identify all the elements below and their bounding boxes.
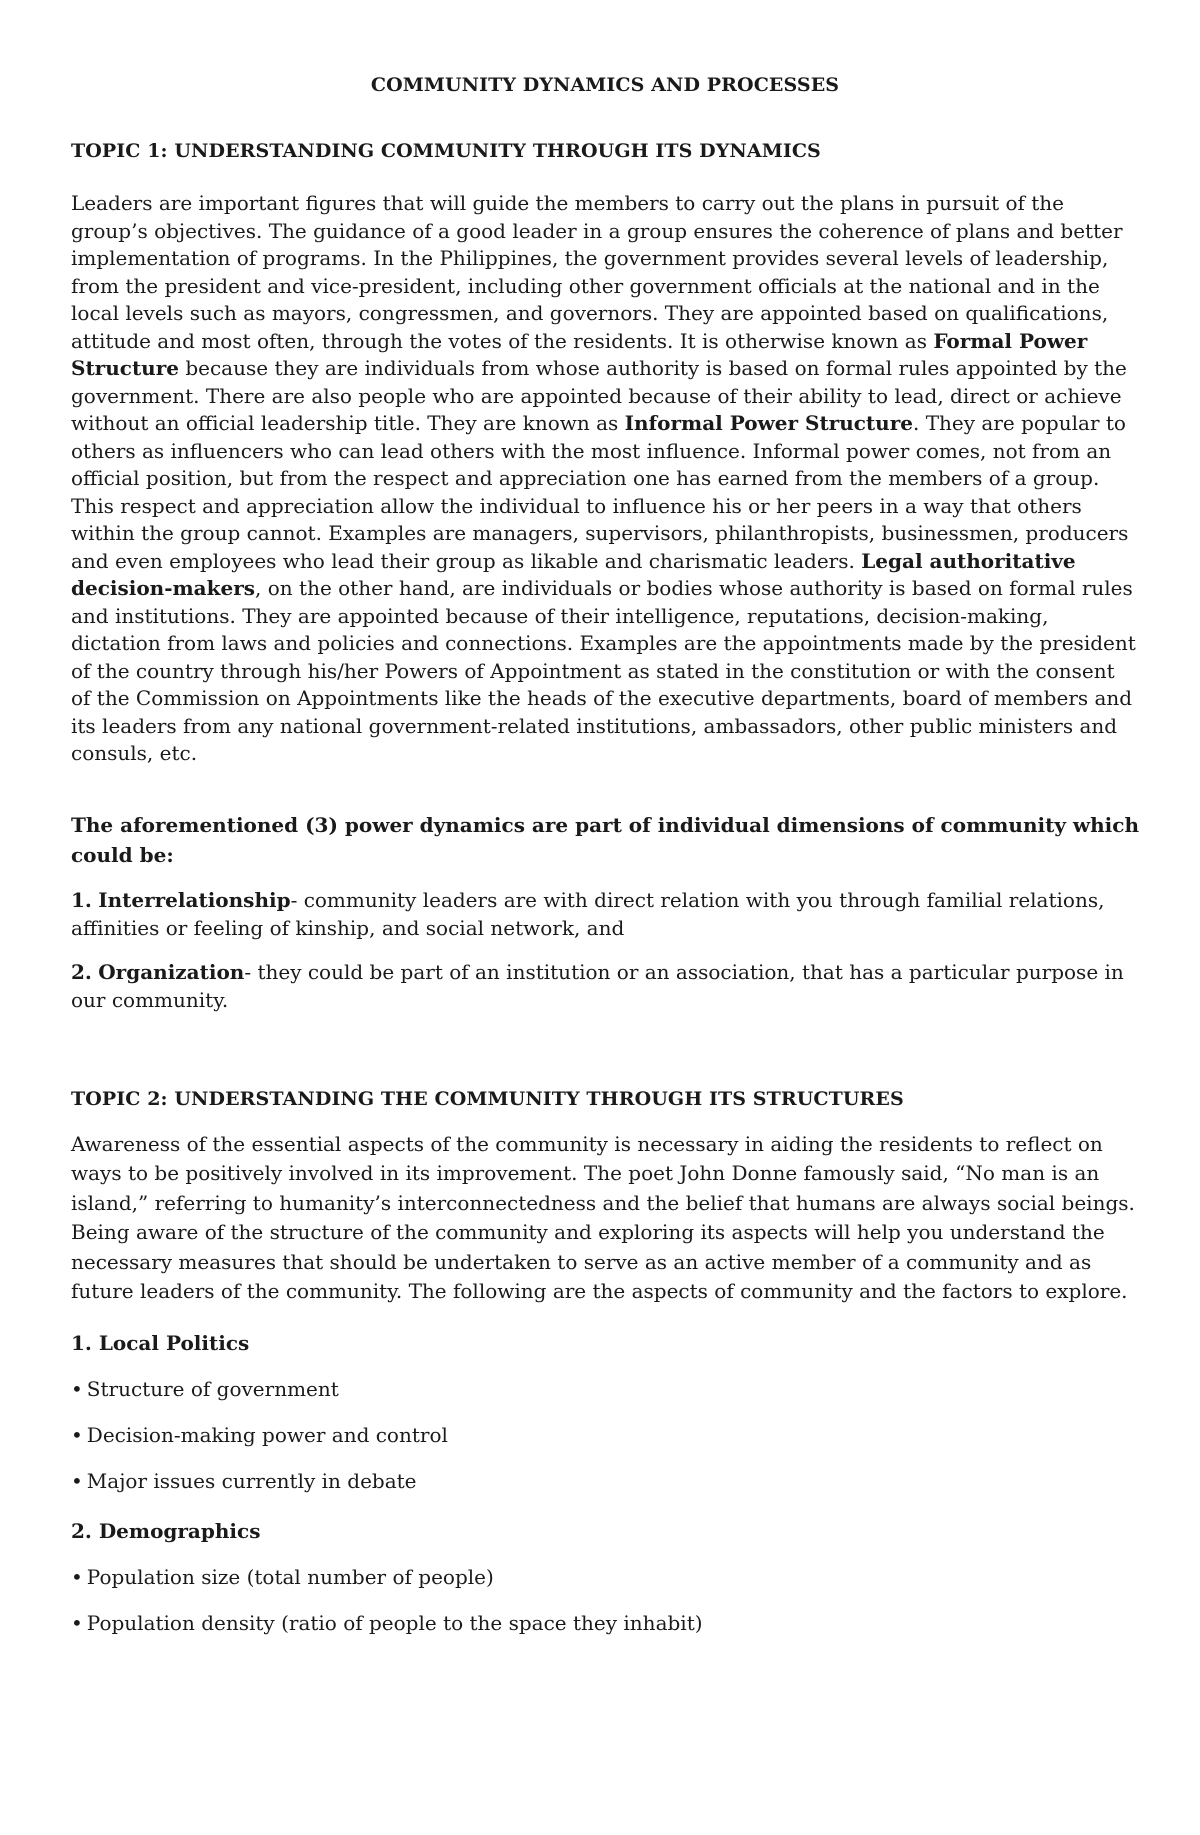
list-item (71, 1609, 1139, 1637)
dimension-item-interrelationship (71, 886, 1139, 942)
topic1-text-3: . They are popular to others as influencers who can lead others with the most influence. Informal power comes, not from an official position, but from the respect and appreciation one has earned from the members of a group. This respect and appreciation allow the individual to influence his or her peers in a way that others within the group cannot. Examples are managers, supervisors, philanthropists, businessmen, producers and even employees who lead their group as likable and charismatic leaders. (71, 411, 1129, 573)
aspect-local-politics (71, 1329, 1139, 1495)
bullet-icon: • (71, 1469, 83, 1494)
informal-power-structure-term: Informal Power Structure (624, 411, 913, 435)
legal-decision-makers-term: Legal authoritative decision-makers (71, 548, 1076, 600)
dimension-number: 2. (71, 959, 92, 984)
bullet-icon: • (71, 1423, 83, 1448)
dimension-term: Organization (98, 959, 245, 984)
dimension-term: Interrelationship (98, 887, 291, 912)
list-item-text: Structure of government (86, 1377, 339, 1402)
list-item-text: Population density (ratio of people to the space they inhabit) (86, 1611, 703, 1636)
list-item-text: Decision-making power and control (86, 1423, 448, 1448)
aspect-heading: 2. Demographics (71, 1519, 261, 1544)
list-item-text: Population size (total number of people) (86, 1565, 494, 1590)
topic1-text-1: Leaders are important figures that will guide the members to carry out the plans in pursuit of the group’s objectives. The guidance of a good leader in a group ensures the coherence of plans and better implementation of programs. In the Philippines, the government provides several levels of leadership, from the president and vice-president, including other government officials at the national and in the local levels such as mayors, congressmen, and governors. They are appointed based on qualifications, attitude and most often, through the votes of the residents. It is otherwise known as (71, 191, 1123, 353)
document-title: COMMUNITY DYNAMICS AND PROCESSES (370, 74, 840, 96)
list-item (71, 1375, 1139, 1403)
topic2-paragraph: Awareness of the essential aspects of the community is necessary in aiding the residents to reflect on ways to be positively involved in its improvement. The poet John Donne famously said, “No man is an island,” referring to humanity’s interconnectedness and the belief that humans are always social beings. Being aware of the structure of the community and exploring its aspects will help you understand the necessary measures that should be undertaken to serve as an active member of a community and as future leaders of the community. The following are the aspects of community and the factors to explore. (71, 1131, 1135, 1304)
dimensions-lead: The aforementioned (3) power dynamics are part of individual dimensions of community which could be: (71, 812, 1139, 867)
dimension-item-organization (71, 958, 1139, 1014)
document-page (71, 62, 1139, 1637)
list-item (71, 1421, 1139, 1449)
dimension-text: - community leaders are with direct relation with you through familial relations, affinities or feeling of kinship, and social network, and (71, 887, 1105, 940)
bullet-icon: • (71, 1611, 83, 1636)
list-item (71, 1467, 1139, 1495)
topic2-heading: TOPIC 2: UNDERSTANDING THE COMMUNITY THROUGH ITS STRUCTURES (71, 1087, 904, 1110)
bullet-icon: • (71, 1565, 83, 1590)
topic1-text-4: , on the other hand, are individuals or bodies whose authority is based on formal rules and institutions. They are appointed because of their intelligence, reputations, decision-making, dictation from laws and policies and connections. Examples are the appointments made by the president of the country through his/her Powers of Appointment as stated in the constitution or with the consent of the Commission on Appointments like the heads of the executive departments, board of members and its leaders from any national government-related institutions, ambassadors, other public ministers and consuls, etc. (71, 576, 1136, 765)
topic1-text-2: because they are individuals from whose authority is based on formal rules appointed by the government. There are also people who are appointed because of their ability to lead, direct or achieve without an official leadership title. They are known as (71, 356, 1127, 435)
topic1-heading: TOPIC 1: UNDERSTANDING COMMUNITY THROUGH ITS DYNAMICS (71, 140, 821, 162)
dimension-number: 1. (71, 887, 92, 912)
list-item-text: Major issues currently in debate (86, 1469, 417, 1494)
bullet-icon: • (71, 1377, 83, 1402)
aspect-heading: 1. Local Politics (71, 1331, 250, 1356)
dimension-text: - they could be part of an institution or an association, that has a particular purpose in our community. (71, 959, 1124, 1012)
formal-power-structure-term: Formal Power Structure (71, 328, 1088, 380)
topic1-paragraph (71, 190, 1139, 768)
list-item (71, 1563, 1139, 1591)
aspect-demographics (71, 1517, 1139, 1637)
